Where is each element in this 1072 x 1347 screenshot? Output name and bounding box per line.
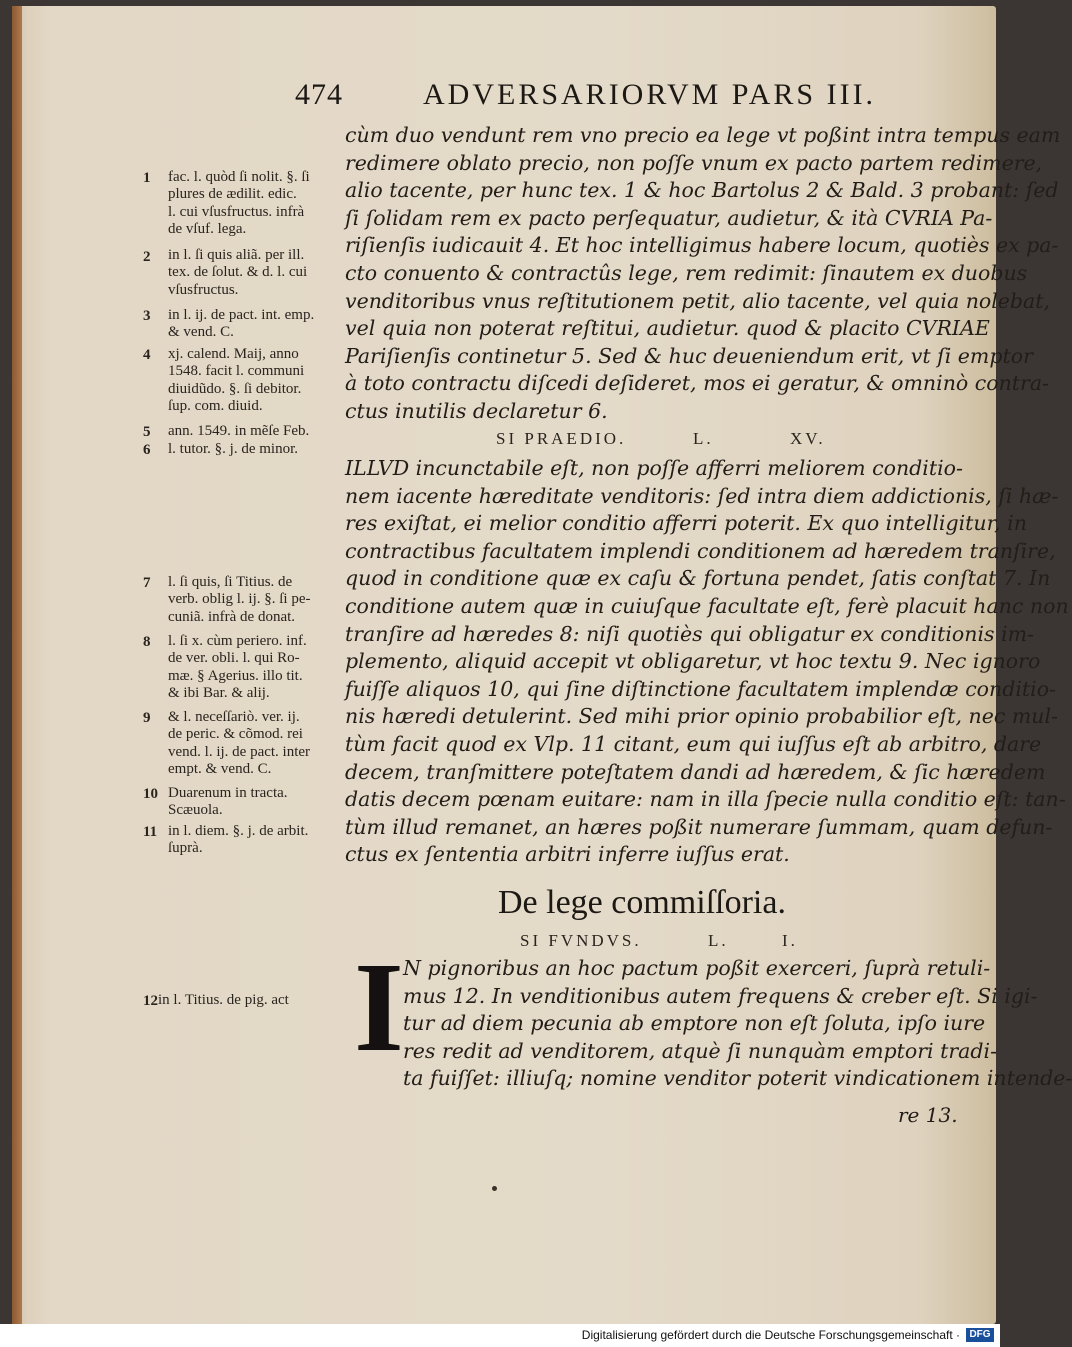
marginal-note: [168, 633, 346, 703]
note-line: de ver. obli. l. qui Ro-: [168, 650, 300, 667]
note-number: 1: [143, 170, 151, 186]
text-line: nem iacente hæreditate venditoris: ſed intra diem addictionis, ſi hæ-: [345, 483, 1059, 508]
note-line: diuidũdo. §. ſi debitor.: [168, 380, 302, 397]
note-line: plures de ædilit. edic.: [168, 186, 297, 203]
marginal-note: [168, 346, 346, 416]
note-line: verb. oblig l. ij. §. ſi pe-: [168, 591, 311, 608]
note-line: & ibi Bar. & alij.: [168, 685, 270, 702]
chapter-title: De lege commiſſoria.: [498, 884, 786, 921]
section-heading-number: I.: [782, 931, 798, 950]
note-line: in l. ſi quis aliã. per ill.: [168, 247, 305, 263]
text-line: tùm illud remanet, an hæres poßit numerare ſummam, quam defun-: [345, 814, 1053, 839]
note-line: de vſuf. lega.: [168, 221, 247, 238]
text-line: ctus inutilis declaretur 6.: [345, 398, 608, 423]
body-text-top: [345, 122, 1061, 426]
note-line: vſusfructus.: [168, 281, 239, 298]
text-line: N pignoribus an hoc pactum poßit exerceri, ſuprà retuli-: [403, 956, 991, 980]
note-number: 2: [143, 249, 151, 265]
note-line: in l. ij. de pact. int. emp.: [168, 307, 315, 323]
note-number: 5: [143, 424, 151, 440]
page-edge: [12, 6, 22, 1324]
text-line: redimere oblato precio, non poſſe vnum ex pacto partem redimere,: [345, 150, 1043, 175]
dfg-logo: DFG: [966, 1328, 994, 1342]
text-line: riſienſis iudicauit 4. Et hoc intelligimus habere locum, quotiès ex pa-: [345, 233, 1059, 258]
note-number: 11: [143, 824, 158, 840]
text-line: datis decem pœnam euitare: nam in illa ſpecie nulla conditio eſt: tan-: [345, 787, 1066, 812]
note-line: l. cui vſusfructus. infrà: [168, 203, 305, 220]
note-number: 4: [143, 347, 151, 363]
note-line: l. tutor. §. j. de minor.: [168, 441, 298, 457]
text-line: nis hæredi detulerint. Sed mihi prior opinio probabilior eſt, nec mul-: [345, 704, 1058, 729]
note-number: 12: [143, 993, 158, 1009]
section-heading-label: SI FVNDVS.: [520, 931, 642, 950]
note-line: vend. l. ij. de pact. inter: [168, 743, 311, 760]
note-line: & l. neceſſariò. ver. ij.: [168, 709, 300, 725]
text-line: tranſire ad hæredes 8: niſi quotiès qui obligatur ex conditionis im-: [345, 621, 1034, 646]
body-text-bottom: [403, 955, 1072, 1093]
note-line: in l. Titius. de pig. act: [158, 992, 289, 1008]
note-line: in l. diem. §. j. de arbit.: [168, 823, 309, 839]
text-line: conditione autem quæ in cuiuſque facultate eſt, ferè placuit hanc non: [345, 593, 1069, 618]
text-line: cto conuento & contractûs lege, rem redimit: ſinautem ex duobus: [345, 260, 1028, 285]
text-line: res redit ad venditorem, atquè ſi nunquàm emptori tradi-: [403, 1038, 997, 1063]
text-line: contractibus facultatem implendi conditionem ad hæredem tranſire,: [345, 538, 1056, 563]
note-number: 3: [143, 308, 151, 324]
funding-credit: Digitalisierung gefördert durch die Deutsche Forschungsgemeinschaft ·: [581, 1328, 960, 1342]
note-line: fac. l. quòd ſi nolit. §. ſi: [168, 169, 310, 185]
text-line: alio tacente, per hunc tex. 1 & hoc Bartolus 2 & Bald. 3 probant: ſed: [345, 178, 1059, 203]
text-line: Pariſienſis continetur 5. Sed & huc deueniendum erit, vt ſi emptor: [345, 343, 1033, 368]
note-line: ſuprà.: [168, 840, 203, 857]
section-heading-law: L.: [693, 429, 714, 448]
note-line: & vend. C.: [168, 324, 234, 341]
page-number: 474: [295, 78, 343, 111]
note-line: ſup. com. diuid.: [168, 398, 263, 415]
note-line: l. ſi quis, ſi Titius. de: [168, 574, 293, 590]
marginal-note: [168, 307, 346, 342]
marginal-note: [168, 785, 346, 820]
note-line: cuniã. infrà de donat.: [168, 608, 296, 625]
section-heading-number: XV.: [790, 429, 826, 448]
text-line: à toto contractu diſcedi deſideret, mos ei geratur, & omninò contra-: [345, 371, 1049, 396]
marginal-note: [168, 247, 346, 299]
note-line: Scæuola.: [168, 802, 223, 819]
marginal-note: [168, 823, 346, 858]
section-heading-law: L.: [708, 931, 729, 950]
marginal-note: [158, 992, 336, 1009]
note-number: 6: [143, 442, 151, 458]
text-line: res exiſtat, ei melior conditio afferri poterit. Ex quo intelligitur, in: [345, 511, 1027, 536]
marginal-note: [168, 709, 346, 779]
note-line: tex. de ſolut. & d. l. cui: [168, 264, 308, 281]
text-line: ta fuiſſet: illiuſq; nomine venditor poterit vindicationem intende-: [403, 1066, 1072, 1091]
text-line: fuiſſe aliquos 10, qui ſine diſtinctione facultatem implendæ conditio-: [345, 676, 1056, 701]
text-line: decem, tranſmittere poteſtatem dandi ad hæredem, & ſic hæredem: [345, 759, 1046, 784]
body-text-middle: [345, 455, 1069, 869]
text-line: ctus ex ſententia arbitri inferre iuſſus erat.: [345, 842, 790, 867]
note-line: xj. calend. Maij, anno: [168, 346, 299, 362]
marginal-note: [168, 169, 346, 239]
text-line: vel quia non poterat reſtitui, audietur. quod & placito CVRIAE: [345, 316, 990, 341]
note-line: ann. 1549. in mẽſe Feb.: [168, 423, 310, 439]
drop-capital: I: [354, 936, 404, 1078]
note-line: empt. & vend. C.: [168, 761, 272, 778]
text-line: cùm duo vendunt rem vno precio ea lege vt poßint intra tempus eam: [345, 123, 1061, 147]
text-line: tur ad diem pecunia ab emptore non eſt ſoluta, ipſo iure: [403, 1011, 986, 1036]
note-line: 1548. facit l. communi: [168, 363, 305, 380]
note-line: l. ſi x. cùm periero. inf.: [168, 633, 307, 649]
note-number: 8: [143, 634, 151, 650]
text-line: tùm facit quod ex Vlp. 11 citant, eum qui iuſſus eſt ab arbitro, dare: [345, 731, 1042, 756]
text-line: plemento, aliquid accepit vt obligaretur, vt hoc textu 9. Nec ignoro: [345, 649, 1041, 674]
text-line: quod in conditione quæ ex caſu & fortuna pendet, ſatis conſtat 7. In: [345, 566, 1051, 591]
text-line: re 13.: [898, 1103, 958, 1127]
text-line: venditoribus vnus reſtitutionem petit, alio tacente, vel quia nolebat,: [345, 288, 1051, 313]
note-number: 9: [143, 710, 151, 726]
marginal-note: [168, 423, 346, 440]
text-line: ILLVD incunctabile eſt, non poſſe afferri meliorem conditio-: [345, 456, 963, 480]
marginal-note: [168, 574, 346, 626]
note-line: mæ. § Agerius. illo tit.: [168, 667, 303, 684]
note-line: Duarenum in tracta.: [168, 785, 288, 801]
note-line: de peric. & cõmod. rei: [168, 726, 303, 743]
marginal-note: [168, 441, 346, 458]
text-line: ſi ſolidam rem ex pacto perſequatur, audietur, & ità CVRIA Pa-: [345, 205, 993, 230]
ink-spot: [492, 1186, 497, 1191]
section-heading-label: SI PRAEDIO.: [496, 429, 627, 448]
footer-bar: [0, 1324, 1000, 1347]
note-number: 7: [143, 575, 151, 591]
running-head: ADVERSARIORVM PARS III.: [423, 78, 877, 111]
note-number: 10: [143, 786, 158, 802]
text-line: mus 12. In venditionibus autem frequens & creber eſt. Si igi-: [403, 983, 1038, 1008]
